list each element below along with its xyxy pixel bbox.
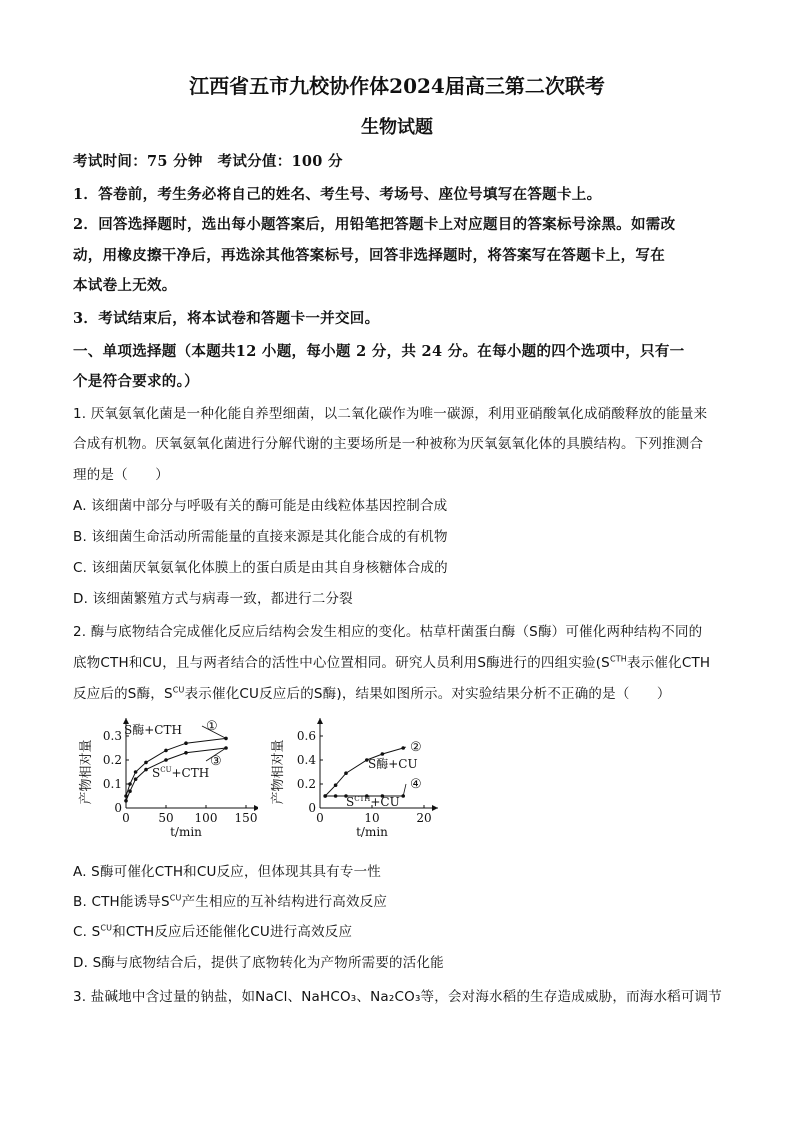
data-point: [144, 761, 148, 765]
series-label-1: $S^{CTH}+CU$: [346, 795, 400, 809]
exam-time-score: 考试时间：75 分钟 考试分值：100 分: [73, 153, 343, 170]
q1-stem-cont: 合成有机物。厌氧氨氧化菌进行分解代谢的主要场所是一种被称为厌氧氨氧化体的具膜结构。下列推测合: [73, 436, 704, 452]
x-tick-label: 0: [316, 811, 324, 825]
data-point: [344, 771, 348, 775]
data-point: [334, 783, 338, 787]
q2-stem-cont: 底物CTH和CU，且与两者结合的活性中心位置相同。研究人员利用S酶进行的四组实验($S^{CTH}$表示催化CTH: [73, 654, 711, 671]
instruction-2b: 动，用橡皮擦干净后，再选涂其他答案标号，回答非选择题时，将答案写在答题卡上，写在: [73, 247, 665, 264]
q2-option-c: C. $S^{CU}$和CTH反应后还能催化CU进行高效反应: [73, 923, 353, 940]
series-marker-1: ④: [410, 777, 422, 792]
x-tick-label: 50: [158, 811, 174, 825]
q2-stem: 2. 酶与底物结合完成催化反应后结构会发生相应的变化。枯草杆菌蛋白酶（S酶）可催化两种结构不同的: [73, 624, 703, 640]
series-marker-0: ①: [206, 719, 218, 734]
data-point: [128, 782, 132, 786]
section-heading-cont: 个是符合要求的。）: [73, 373, 199, 390]
y-tick-label: 0.2: [102, 753, 122, 767]
q2-stem-end: 反应后的S酶，$S^{CU}$表示催化CU反应后的S酶)，结果如图所示。对实验结果分析不正确的是（ ）: [73, 685, 671, 702]
section-heading: 一、单项选择题（本题共12 小题，每小题 2 分，共 24 分。在每小题的四个选项中，只有一: [73, 343, 685, 360]
data-point: [128, 789, 132, 793]
series-line-0: [325, 748, 403, 796]
marker-leader: [403, 784, 406, 796]
y-tick-label: 0: [114, 801, 122, 815]
series-marker-1: ③: [210, 754, 222, 769]
y-tick-label: 0.2: [296, 777, 316, 791]
q1-stem: 1. 厌氧氨氧化菌是一种化能自养型细菌，以二氧化碳作为唯一碳源，利用亚硝酸氧化成硝酸释放的能量来: [73, 406, 708, 422]
y-axis-label: 产物相对量: [79, 739, 94, 805]
data-point: [134, 777, 138, 781]
data-point: [124, 799, 128, 803]
data-point: [164, 749, 168, 753]
series-label-0: S酶+CU: [368, 757, 418, 771]
q3-stem: 3. 盐碱地中含过量的钠盐，如NaCl、NaHCO₃、Na₂CO₃等，会对海水稻的生存造成威胁，而海水稻可调节: [73, 989, 722, 1005]
data-point: [323, 794, 327, 798]
q1-option-c: C. 该细菌厌氧氨氧化体膜上的蛋白质是由其自身核糖体合成的: [73, 560, 448, 576]
y-tick-label: 0.1: [102, 777, 122, 791]
series-label-0: S酶+CTH: [124, 723, 182, 737]
chart-cu-reactions: [270, 705, 450, 845]
q1-option-a: A. 该细菌中部分与呼吸有关的酶可能是由线粒体基因控制合成: [73, 498, 448, 514]
series-label-1: $S^{CU}+CTH$: [152, 766, 210, 780]
q1-option-b: B. 该细菌生命活动所需能量的直接来源是其化能合成的有机物: [73, 529, 448, 545]
exam-title: 江西省五市九校协作体2024届高三第二次联考: [189, 74, 605, 98]
y-tick-label: 0.3: [102, 729, 122, 743]
x-tick-label: 150: [234, 811, 258, 825]
q1-option-d: D. 该细菌繁殖方式与病毒一致，都进行二分裂: [73, 591, 353, 607]
y-tick-label: 0.6: [296, 729, 316, 743]
subject-title: 生物试题: [361, 117, 433, 138]
x-tick-label: 10: [364, 811, 380, 825]
data-point: [144, 768, 148, 772]
q2-option-b: B. CTH能诱导$S^{CU}$产生相应的互补结构进行高效反应: [73, 893, 388, 910]
series-marker-0: ②: [410, 740, 422, 755]
data-point: [184, 741, 188, 745]
x-axis-arrow: [432, 805, 438, 811]
x-tick-label: 20: [416, 811, 432, 825]
instruction-2c: 本试卷上无效。: [73, 277, 177, 294]
data-point: [334, 794, 338, 798]
data-point: [184, 751, 188, 755]
x-tick-label: 0: [122, 811, 130, 825]
data-point: [164, 758, 168, 762]
x-axis-label: t/min: [170, 825, 202, 839]
x-tick-label: 100: [194, 811, 218, 825]
data-point: [134, 770, 138, 774]
y-axis-arrow: [317, 718, 323, 724]
data-point: [381, 752, 385, 756]
q1-stem-end: 理的是（ ）: [73, 467, 169, 483]
y-axis-label: 产物相对量: [271, 739, 286, 805]
data-point: [224, 737, 228, 741]
y-tick-label: 0.4: [296, 753, 316, 767]
instruction-3: 3．考试结束后，将本试卷和答题卡一并交回。: [73, 310, 380, 327]
chart-cth-reactions: [78, 705, 258, 845]
instruction-2a: 2．回答选择题时，选出每小题答案后，用铅笔把答题卡上对应题目的答案标号涂黑。如需改: [73, 216, 676, 233]
x-axis-label: t/min: [356, 825, 388, 839]
instruction-1: 1．答卷前，考生务必将自己的姓名、考生号、考场号、座位号填写在答题卡上。: [73, 186, 602, 203]
q2-option-d: D. S酶与底物结合后，提供了底物转化为产物所需要的活化能: [73, 955, 444, 971]
y-tick-label: 0: [308, 801, 316, 815]
q2-option-a: A. S酶可催化CTH和CU反应，但体现其具有专一性: [73, 864, 381, 880]
